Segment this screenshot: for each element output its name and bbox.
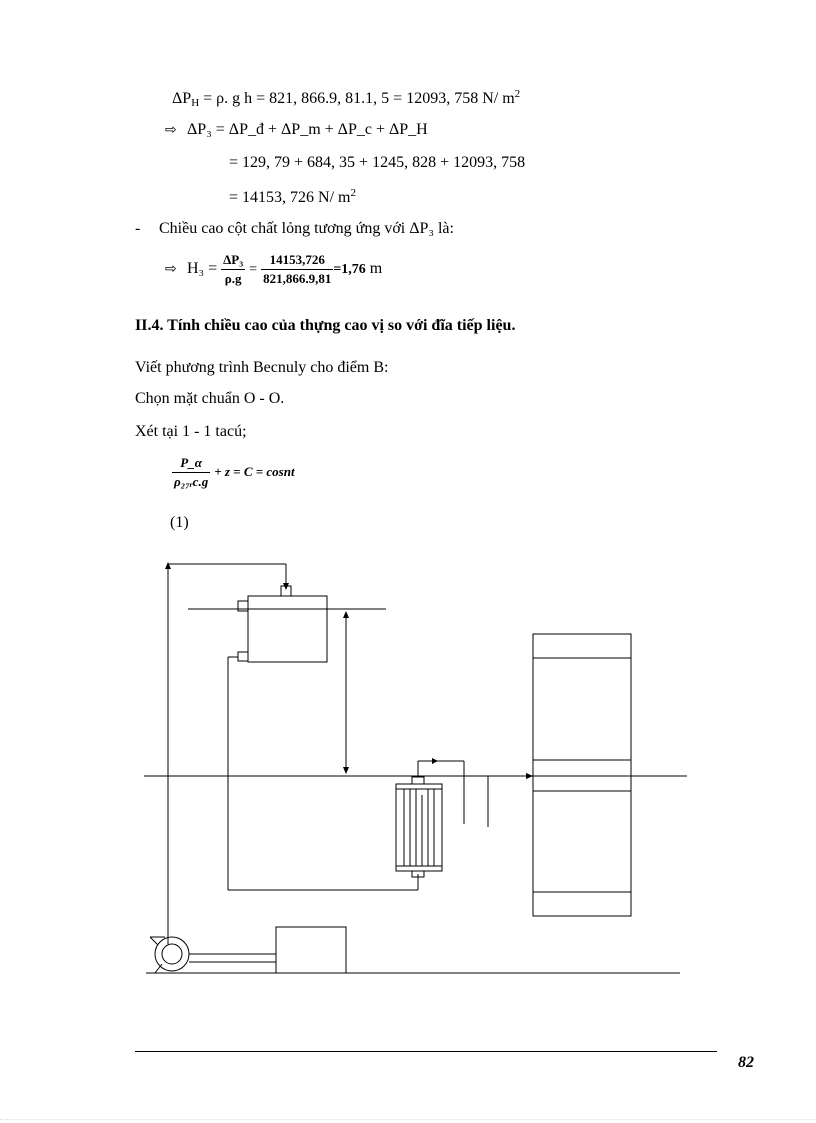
dimension-bottom-arrow-icon [343, 767, 349, 774]
section-heading: II.4. Tính chiều cao của thựng cao vị so với đĩa tiếp liệu. [135, 317, 516, 334]
frac1-numerator: ΔP₃ [221, 252, 245, 270]
eq1-lhs: ΔP [172, 90, 192, 107]
frac2-denominator: 821,866.9,81 [263, 271, 332, 286]
eq3-text: = 129, 79 + 684, 35 + 1245, 828 + 12093, 758 [229, 154, 526, 171]
paragraph-section: Xét tại 1 - 1 tacú; [135, 423, 247, 440]
frac2-numerator: 14153,726 [261, 252, 333, 270]
equation-number: (1) [170, 514, 189, 531]
paragraph-bernoulli: Viết phương trình Becnuly cho điểm B: [135, 359, 389, 376]
eq1-rhs: = ρ. g h = 821, 866.9, 81.1, 5 = 12093, 758 N/ m [199, 90, 515, 107]
implies-arrow-icon: ⇨ [165, 122, 177, 138]
page-number: 82 [738, 1054, 754, 1071]
distillation-column [533, 634, 631, 916]
feed-arrow-icon [526, 773, 533, 779]
heater-outlet-arrow-icon [432, 758, 438, 764]
h3-lhs: H₃ = [187, 260, 218, 278]
riser-arrow-icon [165, 562, 171, 569]
page-bottom-dots [0, 1119, 816, 1120]
heat-exchanger-top-nozzle [412, 777, 424, 784]
heat-exchanger-top-cap [396, 784, 442, 789]
paragraph-datum: Chọn mặt chuẩn O - O. [135, 390, 285, 407]
h3-unit: m [365, 260, 383, 278]
bernoulli-denominator: ρ₂₇ᵣc.g [174, 474, 209, 489]
storage-tank [276, 927, 346, 973]
eq4-text: = 14153, 726 N/ m [229, 189, 351, 206]
equation-h3: ⇨ H₃ = $\frac{\text{ΔP₃}}{\rho.g}$ = $\frac{14153,726}{821,866.9,81}$ =1,76 m [165, 252, 383, 286]
h3-result: =1,76 [333, 262, 366, 278]
footer-rule [135, 1051, 717, 1052]
dimension-top-arrow-icon [343, 611, 349, 618]
eq1-lhs-sub: H [191, 97, 200, 109]
heat-exchanger [396, 789, 442, 866]
eq4-sup: 2 [350, 187, 356, 199]
frac1-denominator: ρ.g [224, 271, 242, 286]
tank-outlet-nozzle [238, 652, 248, 661]
heat-exchanger-bottom-cap [396, 866, 442, 871]
bernoulli-rest: + z = C = cosnt [214, 464, 295, 480]
head-tank [248, 596, 327, 662]
bullet-text: Chiều cao cột chất lỏng tương ứng với ΔP₃ là: [159, 220, 454, 237]
bullet-dash: - [135, 220, 141, 237]
eq1-sup: 2 [514, 88, 521, 100]
bernoulli-numerator: P_α [172, 455, 210, 473]
eq2-text: ΔP₃ = ΔP_đ + ΔP_m + ΔP_c + ΔP_H [187, 121, 428, 138]
implies-arrow-icon: ⇨ [165, 261, 177, 278]
